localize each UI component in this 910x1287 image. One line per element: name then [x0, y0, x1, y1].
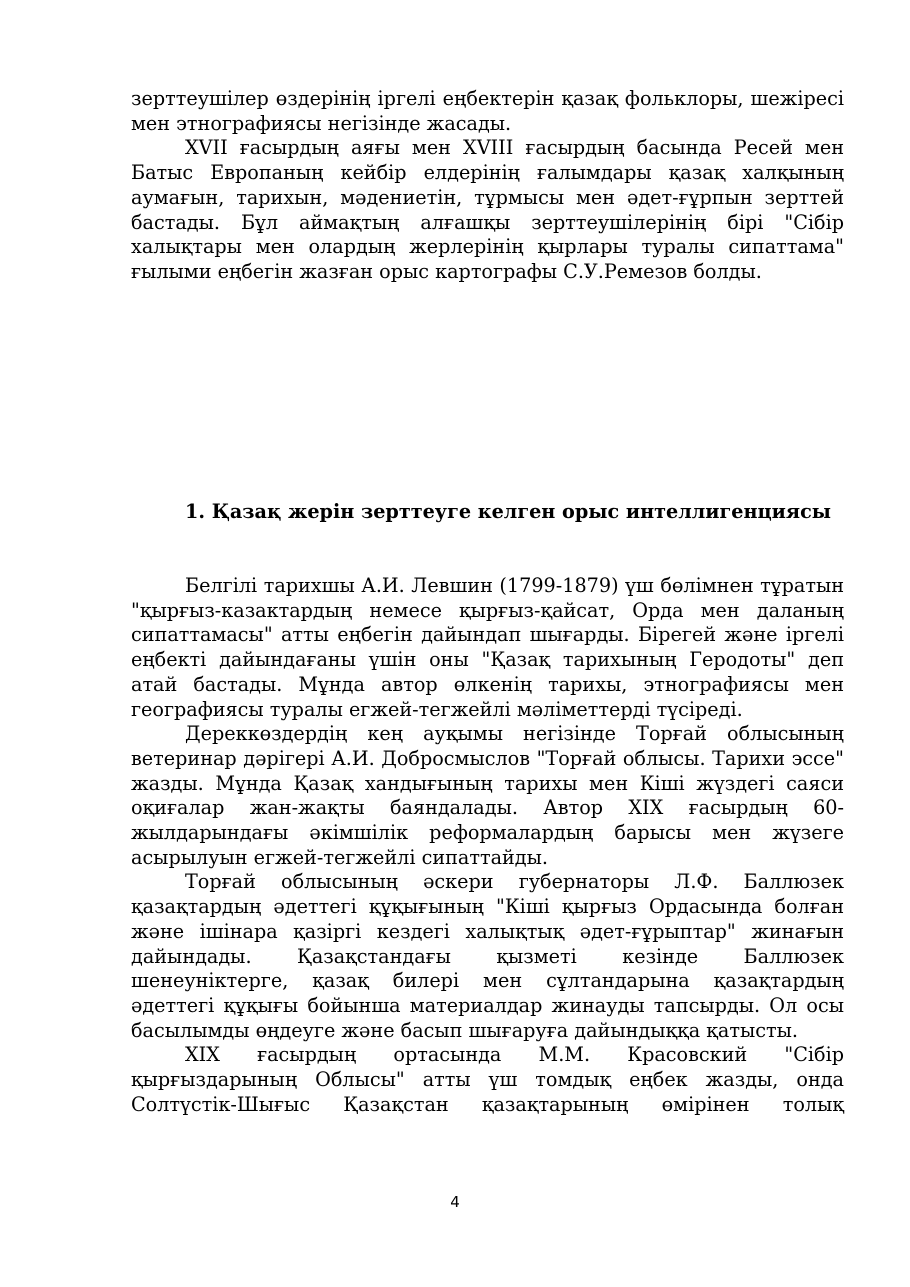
- paragraph-ballyuzek: Торғай облысының әскери губернаторы Л.Ф. Баллюзек қазақтардың әдеттегі құқығының "Кіші қырғыз Ордасында болған және ішінара қазіргі кездегі халықтық әдет-ғұрыптар" жинағын дайындады. Қазақстандағы қызметі кезінде Баллюзек шенеуніктерге, қазақ билері мен сұлтандарына қазақтардың әдеттегі құқығы бойынша материалдар жинауды тапсырды. Ол осы басылымды өңдеуге және басып шығаруға дайындыққа қатысты.: [131, 870, 844, 1042]
- section-text-block: [131, 574, 844, 1117]
- intro-text-block: [131, 87, 844, 285]
- page-number: 4: [450, 1193, 460, 1211]
- paragraph-continuation: зерттеушілер өздерінің іргелі еңбектерін қазақ фольклоры, шежіресі мен этнографиясы негізінде жасады.: [131, 87, 844, 135]
- paragraph-krasovsky: XIX ғасырдың ортасында М.М. Красовский "Сібір қырғыздарының Облысы" атты үш томдық еңбек жазды, онда Солтүстік-Шығыс Қазақстан қазақтарының өмірінен толық: [131, 1043, 844, 1116]
- paragraph-remezov: XVII ғасырдың аяғы мен XVIII ғасырдың басында Ресей мен Батыс Европаның кейбір елдерінің ғалымдары қазақ халқының аумағын, тарихын, мәдениетін, тұрмысы мен әдет-ғұрпын зерттей бастады. Бұл аймақтың алғашқы зерттеушілерінің бірі "Сібір халықтары мен олардың жерлерінің қырлары туралы сипаттама" ғылыми еңбегін жазған орыс картографы С.У.Ремезов болды.: [131, 136, 844, 283]
- paragraph-dobrosmyslov: Дереккөздердің кең ауқымы негізінде Торғай облысының ветеринар дәрігері А.И. Добросмыслов "Торғай облысы. Тарихи эссе" жазды. Мұнда Қазақ хандығының тарихы мен Кіші жүздегі саяси оқиғалар жан-жақты баяндалады. Автор XIX ғасырдың 60-жылдарындағы әкімшілік реформалардың барысы мен жүзеге асырылуын егжей-тегжейлі сипаттайды.: [131, 722, 844, 869]
- section-heading: 1. Қазақ жерін зерттеуге келген орыс интеллигенциясы: [185, 500, 832, 523]
- paragraph-levshin: Белгілі тарихшы А.И. Левшин (1799-1879) үш бөлімнен тұратын "қырғыз-казактардың немесе қырғыз-қайсат, Орда мен даланың сипаттамасы" атты еңбегін дайындап шығарды. Бірегей және іргелі еңбекті дайындағаны үшін оны "Қазақ тарихының Геродоты" деп атай бастады. Мұнда автор өлкенің тарихы, этнографиясы мен географиясы туралы егжей-тегжейлі мәліметтерді түсіреді.: [131, 574, 844, 721]
